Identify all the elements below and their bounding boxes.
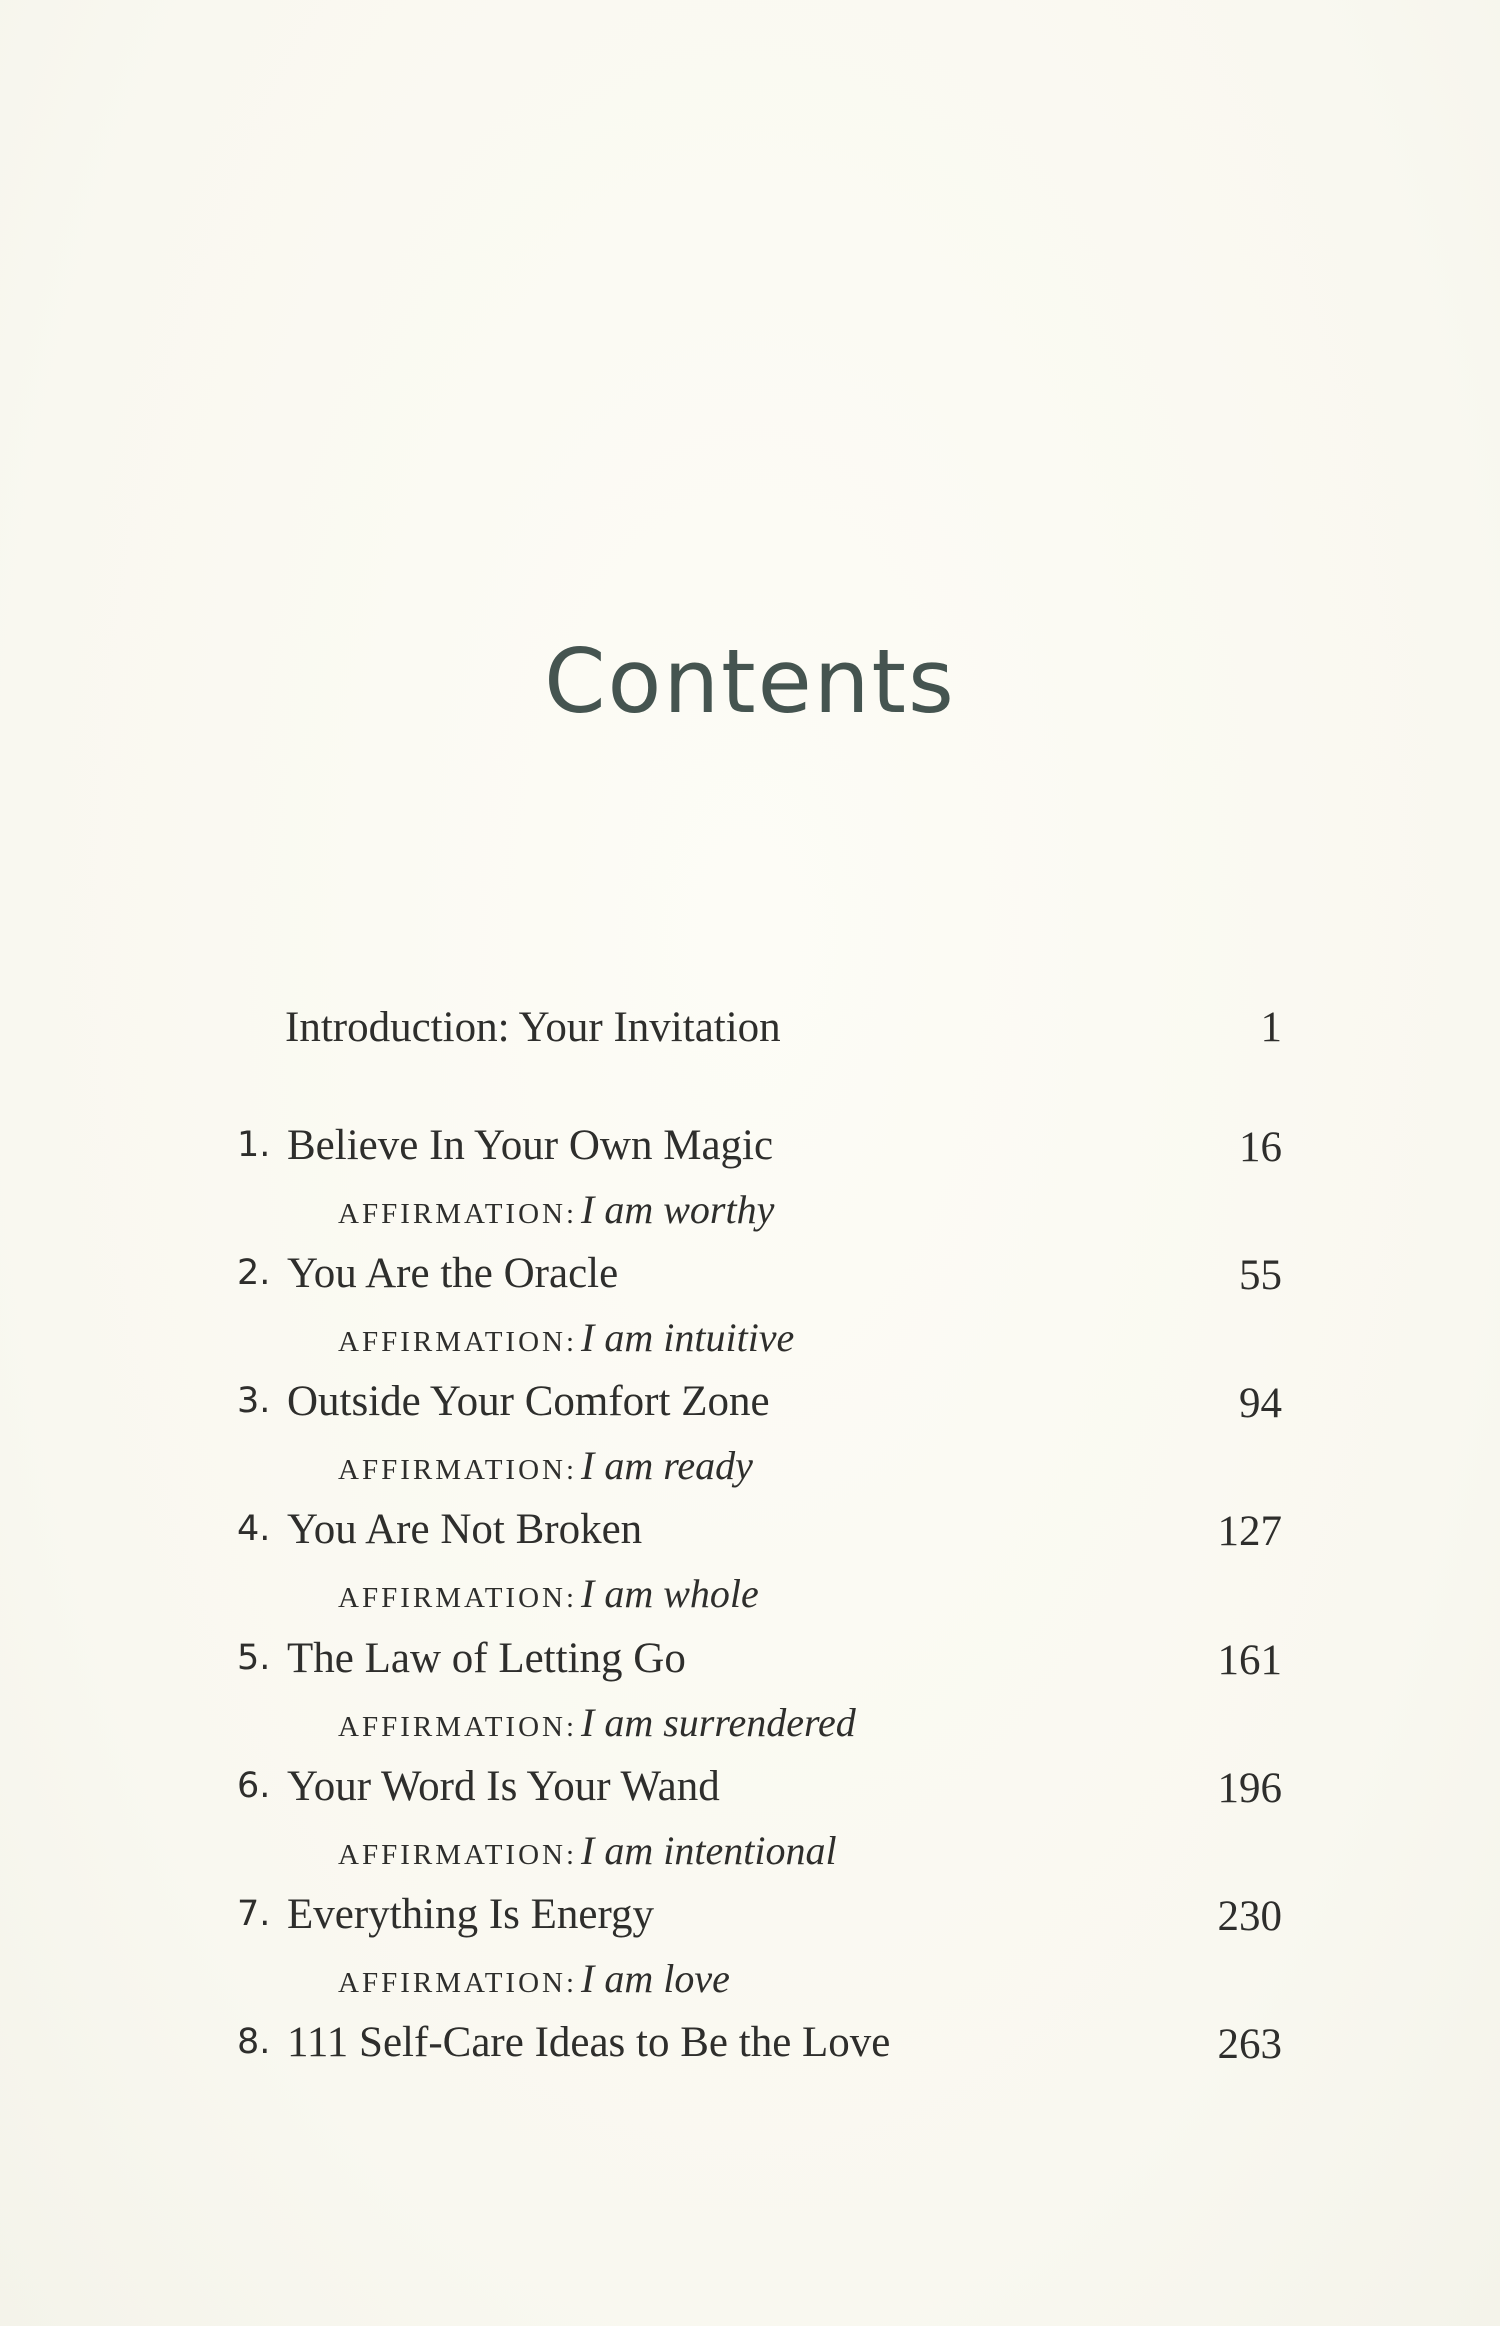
affirmation-text: I am intentional <box>581 1828 837 1873</box>
chapter-page: 55 <box>1239 1252 1282 1299</box>
toc-entry-title: Introduction: Your Invitation <box>285 1004 781 1051</box>
page-title: Contents <box>544 630 956 733</box>
chapter-title: Believe In Your Own Magic <box>287 1122 774 1169</box>
chapter-title: You Are Not Broken <box>287 1506 643 1553</box>
affirmation <box>338 1443 753 1488</box>
affirmation-text: I am worthy <box>581 1187 775 1232</box>
chapter-page: 196 <box>1217 1765 1282 1812</box>
chapter-number: 1. <box>237 1125 271 1165</box>
chapter-title: 111 Self-Care Ideas to Be the Love <box>287 2019 891 2066</box>
affirmation-text: I am whole <box>581 1571 759 1616</box>
affirmation-label: AFFIRMATION: <box>338 1454 578 1486</box>
affirmation-label: AFFIRMATION: <box>338 1967 578 1999</box>
chapter-page: 94 <box>1239 1380 1282 1427</box>
affirmation <box>338 1956 730 2001</box>
chapter-number: 3. <box>237 1381 271 1421</box>
chapter-title: Everything Is Energy <box>287 1891 655 1938</box>
affirmation-text: I am surrendered <box>581 1700 856 1745</box>
chapter-number: 5. <box>237 1638 271 1678</box>
affirmation-text: I am love <box>581 1956 730 2001</box>
chapter-page: 161 <box>1217 1637 1282 1684</box>
chapter-number: 6. <box>237 1766 271 1806</box>
chapter-page: 230 <box>1217 1893 1282 1940</box>
affirmation <box>338 1187 775 1232</box>
affirmation <box>338 1315 795 1360</box>
chapter-number: 4. <box>237 1509 271 1549</box>
chapter-number: 7. <box>237 1894 271 1934</box>
affirmation-label: AFFIRMATION: <box>338 1326 578 1358</box>
chapter-page: 127 <box>1217 1508 1282 1555</box>
affirmation-label: AFFIRMATION: <box>338 1582 578 1614</box>
affirmation <box>338 1700 856 1745</box>
affirmation <box>338 1828 837 1873</box>
affirmation-text: I am intuitive <box>581 1315 795 1360</box>
toc-entry-page: 1 <box>1260 1004 1282 1051</box>
chapter-page: 16 <box>1239 1124 1282 1171</box>
chapter-title: Outside Your Comfort Zone <box>287 1378 770 1425</box>
chapter-number: 2. <box>237 1253 271 1293</box>
affirmation <box>338 1571 759 1616</box>
chapter-title: You Are the Oracle <box>287 1250 619 1297</box>
affirmation-label: AFFIRMATION: <box>338 1839 578 1871</box>
chapter-page: 263 <box>1217 2021 1282 2068</box>
chapter-title: Your Word Is Your Wand <box>287 1763 720 1810</box>
chapter-title: The Law of Letting Go <box>287 1635 686 1682</box>
affirmation-text: I am ready <box>581 1443 753 1488</box>
chapter-number: 8. <box>237 2022 271 2062</box>
affirmation-label: AFFIRMATION: <box>338 1711 578 1743</box>
affirmation-label: AFFIRMATION: <box>338 1198 578 1230</box>
